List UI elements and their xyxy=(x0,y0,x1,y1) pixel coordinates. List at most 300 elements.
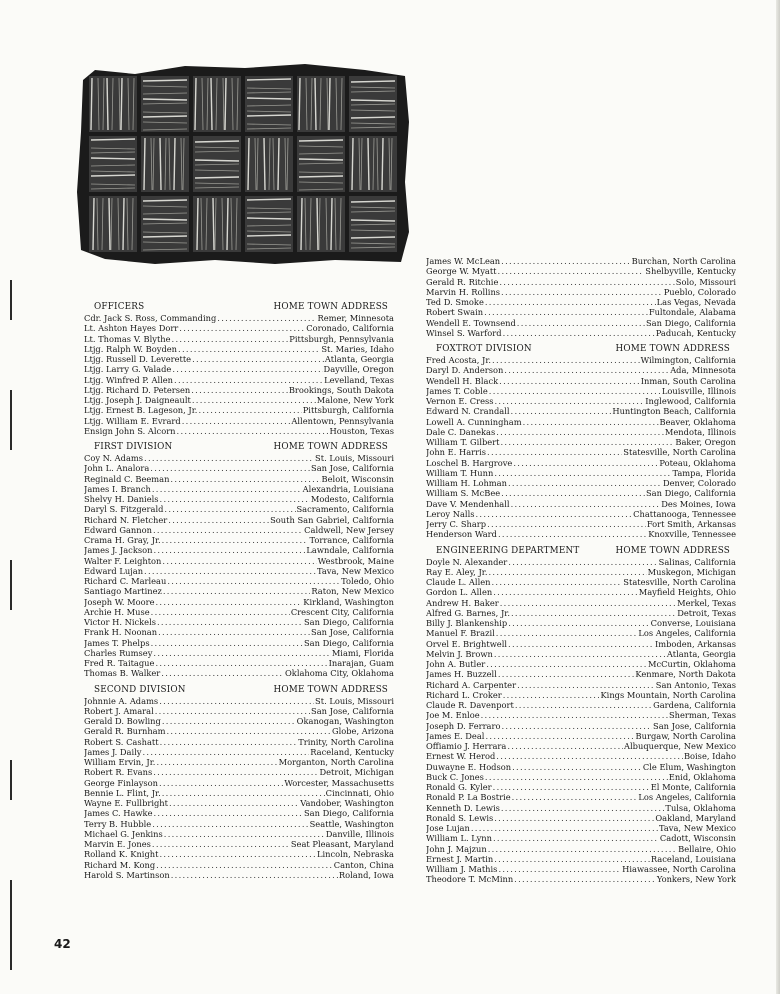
dot-leader xyxy=(169,798,299,808)
dot-leader xyxy=(191,385,288,395)
member-name: Gerald R. Ritchie xyxy=(426,276,499,287)
dot-leader xyxy=(485,297,656,307)
dot-leader xyxy=(512,792,638,802)
home-town: Enid, Oklahoma xyxy=(668,771,736,782)
roster-row xyxy=(84,808,394,818)
dot-leader xyxy=(499,376,640,386)
member-name: Victor H. Nickels xyxy=(84,617,156,627)
home-town: San Antonio, Texas xyxy=(655,679,736,690)
member-name: Lt. Ashton Hayes Dorr xyxy=(84,323,179,334)
roster-row xyxy=(426,365,736,375)
roster-row xyxy=(426,447,736,457)
roster-row xyxy=(426,468,736,478)
member-name: Thomas B. Walker xyxy=(84,668,161,679)
member-name: Robert R. Evans xyxy=(84,767,153,778)
member-name: Gordon L. Allen xyxy=(426,587,493,598)
member-name: James T. Coble xyxy=(426,385,488,396)
member-name: Ernest W. Herod xyxy=(426,751,496,762)
roster-row xyxy=(426,478,736,488)
home-town: Wilmington, California xyxy=(640,355,736,365)
member-name: Richard L. Croker xyxy=(426,689,502,700)
dot-leader xyxy=(511,406,612,416)
member-name: William H. Lohman xyxy=(426,478,507,488)
home-town: Denver, Colorado xyxy=(662,478,736,488)
home-town: Detroit, Texas xyxy=(677,607,736,618)
home-town: Burchan, North Carolina xyxy=(631,256,736,266)
home-town: San Diego, California xyxy=(304,637,394,648)
member-name: Kenneth D. Lewis xyxy=(426,802,500,813)
member-name: Michael G. Jenkins xyxy=(84,828,163,839)
dot-leader xyxy=(493,587,637,597)
dot-leader xyxy=(515,700,652,710)
home-town: St. Louis, Missouri xyxy=(315,695,394,706)
roster-row xyxy=(426,557,736,567)
section-title: SECOND DIVISION xyxy=(94,684,186,695)
dot-leader xyxy=(153,545,305,555)
member-name: Jose Lujan xyxy=(426,823,470,833)
home-town: Hiawassee, North Carolina xyxy=(622,864,736,874)
dot-leader xyxy=(144,566,316,576)
roster-row xyxy=(426,659,736,669)
roster-row xyxy=(84,364,394,374)
home-town: Canton, China xyxy=(333,859,394,870)
member-name: Doyle N. Alexander xyxy=(426,556,508,567)
member-name: Ltjg. Ralph W. Boyden xyxy=(84,343,178,354)
home-town: Albuquerque, New Mexico xyxy=(624,741,736,751)
roster-row xyxy=(426,854,736,864)
roster-row xyxy=(84,504,394,514)
member-name: William T. Hunn xyxy=(426,467,494,478)
member-name: Edward Gannon xyxy=(84,524,152,535)
roster-row xyxy=(426,639,736,649)
roster-row xyxy=(426,700,736,710)
home-town: Atlanta, Georgia xyxy=(324,354,394,364)
home-town: Beloit, Wisconsin xyxy=(321,473,394,484)
roster-row xyxy=(84,829,394,839)
dot-leader xyxy=(498,266,645,276)
member-name: Henderson Ward xyxy=(426,529,497,540)
home-town: San Diego, California xyxy=(304,617,394,627)
roster-row xyxy=(426,277,736,287)
member-name: Crama H. Gray, Jr. xyxy=(84,535,161,545)
dot-leader xyxy=(177,426,329,436)
home-town: Dayville, Oregon xyxy=(323,364,394,375)
home-town: Salinas, California xyxy=(658,556,736,567)
roster-row xyxy=(426,833,736,843)
roster-row xyxy=(426,823,736,833)
roster-row xyxy=(84,726,394,736)
dot-leader xyxy=(481,710,668,720)
home-town: El Monte, California xyxy=(650,782,736,792)
home-town: McCurtin, Oklahoma xyxy=(648,659,736,669)
member-name: William L. Lynn xyxy=(426,833,492,844)
dot-leader xyxy=(511,608,676,618)
roster-row xyxy=(426,608,736,618)
roster-row xyxy=(84,627,394,637)
dot-leader xyxy=(493,782,650,792)
roster-row xyxy=(84,334,394,344)
home-town: Kirkland, Washington xyxy=(303,596,394,607)
member-name: Robert Swain xyxy=(426,307,484,318)
dot-leader xyxy=(488,567,646,577)
roster-row xyxy=(426,386,736,396)
roster-row xyxy=(426,587,736,597)
member-name: Gerald R. Burnham xyxy=(84,726,166,737)
dot-leader xyxy=(156,597,303,607)
member-name: William J. Mathis xyxy=(426,864,498,874)
member-name: William Ervin, Jr. xyxy=(84,757,156,767)
dot-leader xyxy=(144,453,314,463)
dot-leader xyxy=(155,658,327,668)
member-name: Ltjg. Larry G. Valade xyxy=(84,364,172,375)
dot-leader xyxy=(511,499,661,509)
home-town: Detroit, Michigan xyxy=(319,767,394,778)
dot-leader xyxy=(514,874,656,884)
member-name: Ltjg. Ernest B. Lageson, Jr. xyxy=(84,405,198,416)
home-town: Seat Pleasant, Maryland xyxy=(290,839,394,849)
dot-leader xyxy=(159,778,283,788)
engineering-department-section xyxy=(426,546,736,885)
roster-row xyxy=(426,287,736,297)
member-name: Orvel E. Brightwell xyxy=(426,638,508,649)
dot-leader xyxy=(501,437,675,447)
dot-leader xyxy=(487,519,646,529)
dot-leader xyxy=(156,860,333,870)
member-name: Duwayne E. Hodson xyxy=(426,761,512,772)
dot-leader xyxy=(495,396,645,406)
member-name: Dave V. Mendenhall xyxy=(426,498,510,509)
dot-leader xyxy=(503,328,655,338)
dot-leader xyxy=(164,829,325,839)
dot-leader xyxy=(163,586,311,596)
member-name: Vernon E. Cress xyxy=(426,396,494,406)
roster-row xyxy=(84,767,394,777)
roster-row xyxy=(426,772,736,782)
home-town: Tava, New Mexico xyxy=(658,823,736,833)
home-town: San Diego, California xyxy=(646,488,736,499)
home-town: Oklahoma City, Oklahoma xyxy=(285,668,394,679)
member-name: Ltjg. Joseph J. Daigneault xyxy=(84,395,191,405)
home-town: Paducah, Kentucky xyxy=(655,327,736,338)
dot-leader xyxy=(153,767,318,777)
roster-row xyxy=(84,747,394,757)
member-name: Jerry C. Sharp xyxy=(426,519,487,529)
roster-row xyxy=(84,870,394,880)
home-town: Statesville, North Carolina xyxy=(623,577,736,587)
member-name: Robert J. Amaral xyxy=(84,705,154,716)
home-town: Los Angeles, California xyxy=(638,792,736,803)
roster-row xyxy=(426,519,736,529)
home-town: Lincoln, Nebraska xyxy=(316,849,394,860)
home-town: Seattle, Washington xyxy=(309,818,394,829)
member-name: Edward Lujan xyxy=(84,565,144,576)
member-name: Ray E. Aley, Jr. xyxy=(426,566,488,577)
roster-row xyxy=(84,849,394,859)
roster-row xyxy=(84,658,394,668)
home-town: Fultondale, Alabama xyxy=(648,307,736,318)
dot-leader xyxy=(484,307,648,317)
home-town: Kenmare, North Dakota xyxy=(635,669,736,680)
member-name: Daryl S. Fitzgerald xyxy=(84,504,164,515)
roster-row xyxy=(426,567,736,577)
member-name: Cdr. Jack S. Ross, Commanding xyxy=(84,313,217,323)
member-name: Winsel S. Warford xyxy=(426,327,502,338)
member-name: Ltjg. Russell D. Leverette xyxy=(84,354,192,364)
dot-leader xyxy=(171,870,338,880)
roster-row xyxy=(426,297,736,307)
roster-row xyxy=(426,458,736,468)
right-column xyxy=(426,256,736,891)
member-name: Leroy Nalls xyxy=(426,508,475,519)
member-name: Ronald S. Lewis xyxy=(426,812,494,823)
member-name: Charles Rumsey xyxy=(84,647,153,658)
roster-row xyxy=(84,597,394,607)
roster-row xyxy=(426,813,736,823)
home-town: Torrance, California xyxy=(309,535,394,545)
member-name: Dale C. Danekas xyxy=(426,426,496,437)
column-heading-home-town: HOME TOWN ADDRESS xyxy=(273,302,388,312)
dot-leader xyxy=(166,726,330,736)
home-town: San Jose, California xyxy=(311,627,394,638)
section-heading xyxy=(426,546,736,557)
member-name: Loschel B. Hargrove xyxy=(426,457,513,468)
roster-row xyxy=(84,556,394,566)
member-name: James E. Deal xyxy=(426,730,485,741)
member-name: John A. Butler xyxy=(426,659,486,669)
dot-leader xyxy=(162,535,309,545)
page-number: 42 xyxy=(54,937,71,951)
home-town: Globe, Arizona xyxy=(331,726,394,737)
home-town: Muskegon, Michigan xyxy=(647,566,736,577)
roster-row xyxy=(426,577,736,587)
home-town: Solo, Missouri xyxy=(675,276,736,287)
dot-leader xyxy=(162,788,325,798)
roster-row xyxy=(84,706,394,716)
roster-row xyxy=(84,696,394,706)
section-heading xyxy=(84,442,394,453)
dot-leader xyxy=(485,731,634,741)
roster-row xyxy=(84,426,394,436)
home-town: Raton, New Mexico xyxy=(311,586,394,597)
member-name: Terry B. Hubble xyxy=(84,818,152,829)
member-name: Offiamio J. Herrara xyxy=(426,741,507,751)
roster-row xyxy=(426,721,736,731)
section-heading xyxy=(426,344,736,355)
dot-leader xyxy=(501,803,665,813)
member-name: Richard C. Marleau xyxy=(84,576,167,586)
dot-leader xyxy=(160,494,310,504)
home-town: Converse, Louisiana xyxy=(650,618,736,628)
member-name: Andrew H. Baker xyxy=(426,597,499,608)
member-name: Ted D. Smoke xyxy=(426,297,484,307)
roster-row xyxy=(84,819,394,829)
dot-leader xyxy=(168,515,269,525)
dot-leader xyxy=(174,375,323,385)
home-town: San Jose, California xyxy=(311,705,394,716)
home-town: Shelbyville, Kentucky xyxy=(645,266,736,277)
member-name: Wendell H. Black xyxy=(426,375,499,386)
home-town: Morganton, North Carolina xyxy=(278,757,394,767)
home-town: Gardena, California xyxy=(653,700,736,710)
dot-leader xyxy=(164,504,295,514)
roster-row xyxy=(426,396,736,406)
section-title: ENGINEERING DEPARTMENT xyxy=(436,545,580,556)
roster-row xyxy=(84,607,394,617)
member-name: John E. Harris xyxy=(426,447,487,458)
member-name: Ltjg. William E. Evrard xyxy=(84,415,181,426)
roster-row xyxy=(426,690,736,700)
dot-leader xyxy=(507,741,623,751)
member-name: Robert S. Cashatt xyxy=(84,736,159,747)
roster-row xyxy=(426,529,736,539)
member-name: James I. Branch xyxy=(84,483,151,494)
roster-row xyxy=(426,803,736,813)
member-name: Marvin E. Jones xyxy=(84,839,151,849)
home-town: Cle Elum, Washington xyxy=(642,761,736,772)
member-name: Richard A. Carpenter xyxy=(426,679,517,690)
home-town: Vandober, Washington xyxy=(300,798,394,808)
member-name: Johnnie A. Adams xyxy=(84,695,159,706)
dot-leader xyxy=(498,529,647,539)
column-heading-home-town: HOME TOWN ADDRESS xyxy=(615,344,730,354)
roster-row xyxy=(426,328,736,338)
dot-leader xyxy=(496,628,638,638)
roster-row xyxy=(426,741,736,751)
home-town: Allentown, Pennsylvania xyxy=(291,415,394,426)
home-town: Burgaw, North Carolina xyxy=(635,730,736,741)
member-name: Lowell A. Cunningham xyxy=(426,416,522,427)
woven-basket-texture-icon xyxy=(75,62,410,267)
member-name: Theodore T. McMinn xyxy=(426,874,514,885)
roster-row xyxy=(84,515,394,525)
dot-leader xyxy=(487,447,622,457)
roster-row xyxy=(426,499,736,509)
roster-row xyxy=(84,535,394,545)
roster-row xyxy=(426,417,736,427)
home-town: Worcester, Massachusetts xyxy=(284,777,394,788)
dot-leader xyxy=(192,354,324,364)
dot-leader xyxy=(508,557,657,567)
dot-leader xyxy=(498,669,635,679)
home-town: Malone, New York xyxy=(316,395,394,405)
roster-row xyxy=(426,598,736,608)
dot-leader xyxy=(500,598,676,608)
home-town: Roland, Iowa xyxy=(338,869,394,880)
home-town: Statesville, North Carolina xyxy=(623,447,736,458)
dot-leader xyxy=(156,757,277,767)
roster-row xyxy=(84,617,394,627)
member-name: Joe M. Enloe xyxy=(426,710,480,721)
home-town: Baker, Oregon xyxy=(675,437,736,447)
home-town: Kings Mountain, North Carolina xyxy=(600,689,736,700)
member-name: Santiago Martinez xyxy=(84,586,162,597)
dot-leader xyxy=(496,751,683,761)
dot-leader xyxy=(152,819,308,829)
roster-row xyxy=(84,405,394,415)
member-name: James H. Buzzell xyxy=(426,669,497,680)
member-name: Joseph D. Ferraro xyxy=(426,720,501,731)
member-name: Edward N. Crandall xyxy=(426,406,510,417)
column-heading-home-town: HOME TOWN ADDRESS xyxy=(615,545,730,556)
member-name: Archie H. Muse xyxy=(84,606,150,617)
member-name: Melvin J. Brown xyxy=(426,648,493,659)
dot-leader xyxy=(501,721,652,731)
home-town: Imboden, Arkansas xyxy=(654,638,736,649)
dot-leader xyxy=(499,277,674,287)
roster-row xyxy=(426,256,736,266)
dot-leader xyxy=(494,468,671,478)
member-name: James J. Daily xyxy=(84,746,142,757)
dot-leader xyxy=(151,638,303,648)
member-name: George W. Myatt xyxy=(426,266,497,277)
member-name: Lt. Thomas V. Blythe xyxy=(84,333,171,344)
home-town: Coronado, California xyxy=(306,323,394,334)
roster-row xyxy=(426,844,736,854)
dot-leader xyxy=(494,813,654,823)
section-heading xyxy=(84,685,394,696)
home-town: Inarajan, Guam xyxy=(328,658,394,668)
member-name: Fred Acosta, Jr. xyxy=(426,355,492,365)
member-name: William S. McBee xyxy=(426,488,501,499)
dot-leader xyxy=(486,659,647,669)
dot-leader xyxy=(159,849,316,859)
member-name: Buck C. Jones xyxy=(426,771,484,782)
roster-row xyxy=(426,376,736,386)
roster-row xyxy=(426,509,736,519)
dot-leader xyxy=(182,416,291,426)
roster-row xyxy=(84,525,394,535)
member-name: Gerald D. Bowling xyxy=(84,716,161,726)
dot-leader xyxy=(508,618,649,628)
dot-leader xyxy=(167,576,340,586)
dot-leader xyxy=(517,318,645,328)
dot-leader xyxy=(488,844,677,854)
member-name: Manuel F. Brazil xyxy=(426,628,495,639)
dot-leader xyxy=(192,395,316,405)
dot-leader xyxy=(494,854,650,864)
dot-leader xyxy=(498,864,621,874)
member-name: Harold S. Martinson xyxy=(84,869,170,880)
roster-row xyxy=(84,494,394,504)
section-title: FOXTROT DIVISION xyxy=(436,344,532,354)
home-town: Cincinnati, Ohio xyxy=(325,787,394,798)
home-town: Bellaire, Ohio xyxy=(678,843,736,854)
home-town: St. Louis, Missouri xyxy=(315,453,394,463)
roster-row xyxy=(84,757,394,767)
home-town: Houston, Texas xyxy=(329,425,394,436)
home-town: Boise, Idaho xyxy=(683,751,736,762)
member-name: James C. Hawke xyxy=(84,808,153,819)
home-town: Mendota, Illinois xyxy=(664,426,736,437)
home-town: Crescent City, California xyxy=(290,606,394,617)
home-town: Tulsa, Oklahoma xyxy=(665,802,736,813)
member-name: Wayne E. Fullbright xyxy=(84,798,168,808)
dot-leader xyxy=(162,556,316,566)
roster-row xyxy=(84,474,394,484)
home-town: Merkel, Texas xyxy=(677,597,736,608)
roster-row xyxy=(84,484,394,494)
roster-row xyxy=(84,354,394,364)
dot-leader xyxy=(501,488,645,498)
dot-leader xyxy=(517,680,655,690)
home-town: Tampa, Florida xyxy=(672,467,736,478)
home-town: San Jose, California xyxy=(311,463,394,474)
roster-row xyxy=(426,710,736,720)
home-town: Pueblo, Colorado xyxy=(663,286,736,297)
dot-leader xyxy=(513,458,658,468)
roster-row xyxy=(84,648,394,658)
member-name: Claude L. Allen xyxy=(426,577,491,587)
